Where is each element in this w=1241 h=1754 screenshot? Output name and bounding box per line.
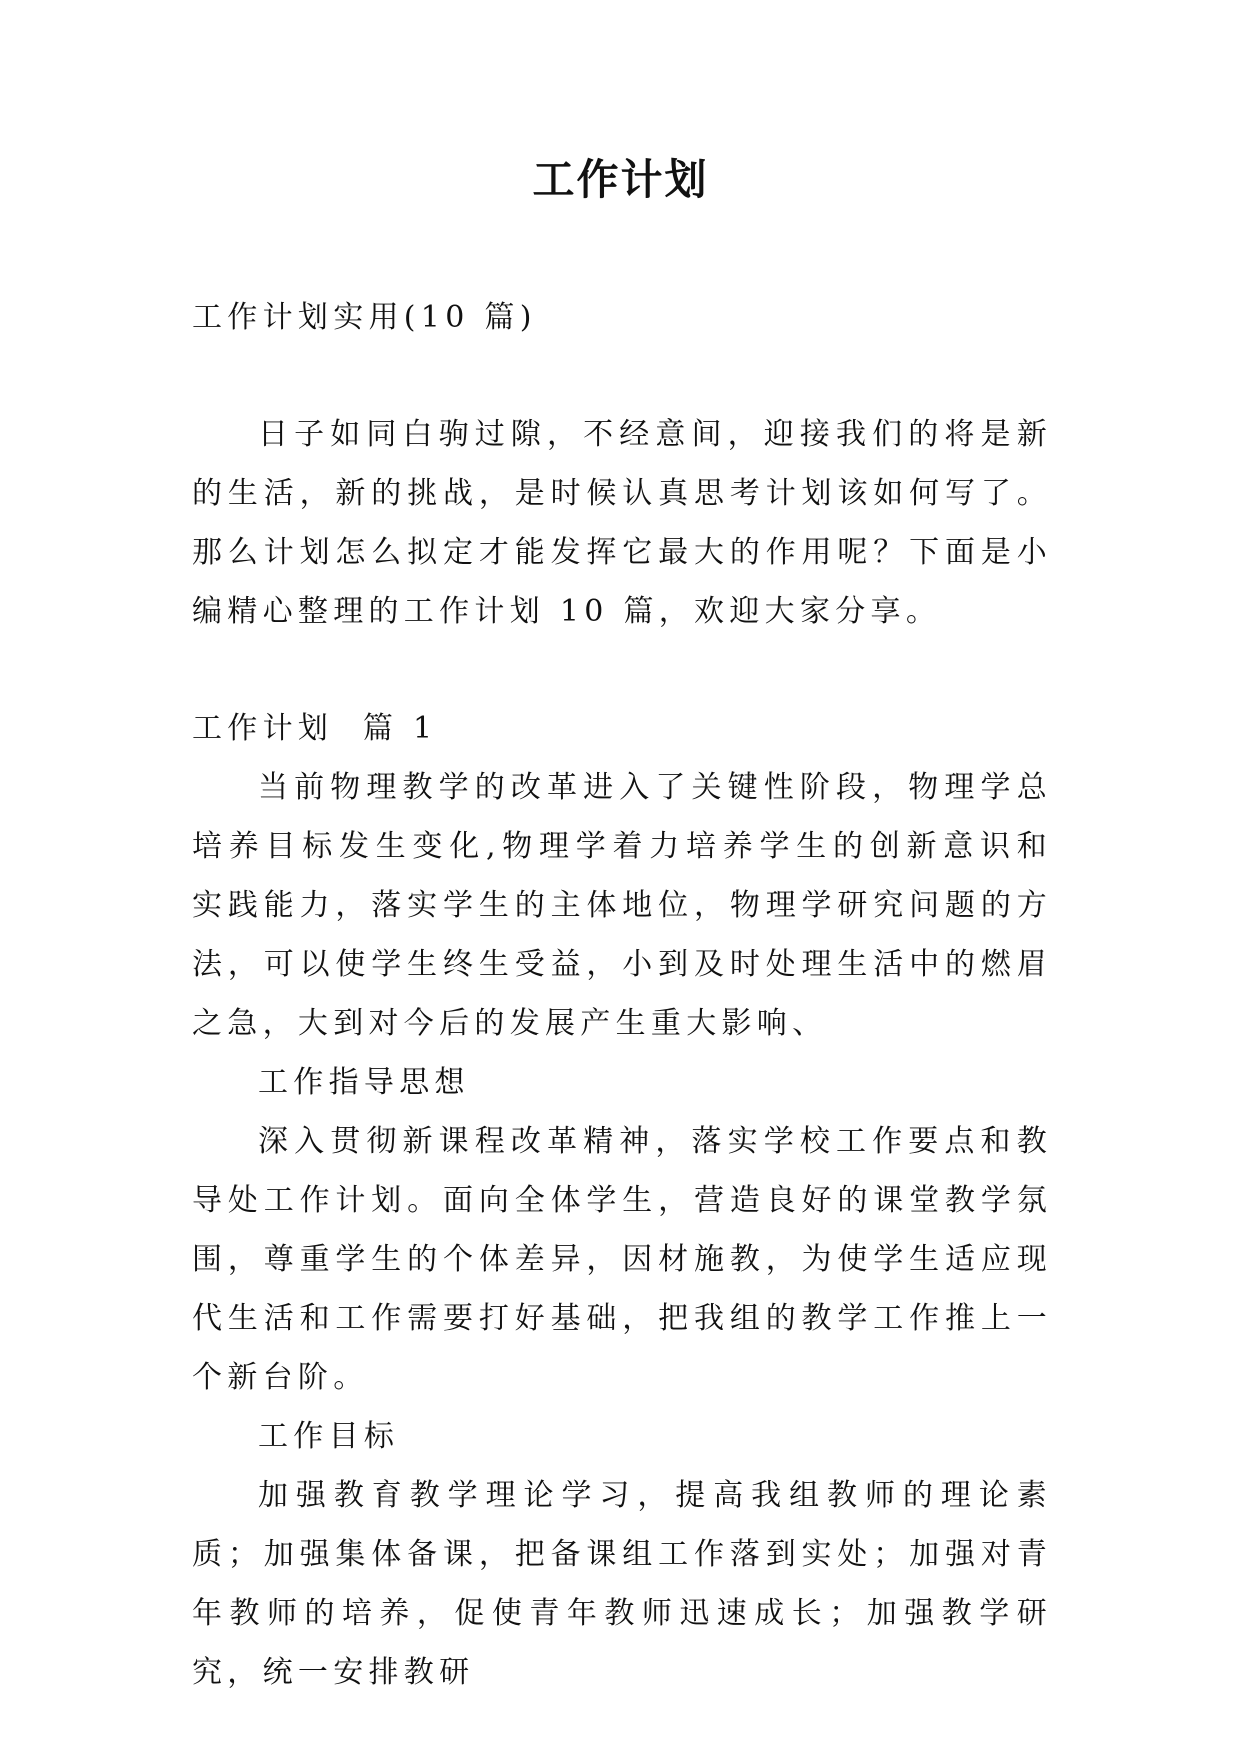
subheading-guiding-thought: 工作指导思想 [258,1065,470,1100]
document-title: 工作计划 [532,155,709,204]
body-paragraph: 当前物理教学的改革进入了关键性阶段，物理学总培养目标发生变化,物理学着力培养学生的创新意识和实践能力，落实学生的主体地位，物理学研究问题的方法，可以使学生终生受益，小到及时处理生活中的燃眉之急，大到对今后的发展产生重大影响、 [192,770,1052,1041]
document-body [192,288,1052,1702]
document-subtitle: 工作计划实用(10 篇) [192,300,537,335]
intro-paragraph: 日子如同白驹过隙，不经意间，迎接我们的将是新的生活，新的挑战，是时候认真思考计划该如何写了。那么计划怎么拟定才能发挥它最大的作用呢？下面是小编精心整理的工作计划 10 篇，欢迎大家分享。 [192,417,1052,629]
body-paragraph: 深入贯彻新课程改革精神，落实学校工作要点和教导处工作计划。面向全体学生，营造良好的课堂教学氛围，尊重学生的个体差异，因材施教，为使学生适应现代生活和工作需要打好基础，把我组的教学工作推上一个新台阶。 [192,1124,1052,1395]
body-paragraph: 加强教育教学理论学习，提高我组教师的理论素质；加强集体备课，把备课组工作落到实处；加强对青年教师的培养，促使青年教师迅速成长；加强教学研究，统一安排教研 [192,1478,1052,1690]
section-heading: 工作计划 篇 1 [192,711,438,746]
subheading-work-goals: 工作目标 [258,1419,400,1454]
